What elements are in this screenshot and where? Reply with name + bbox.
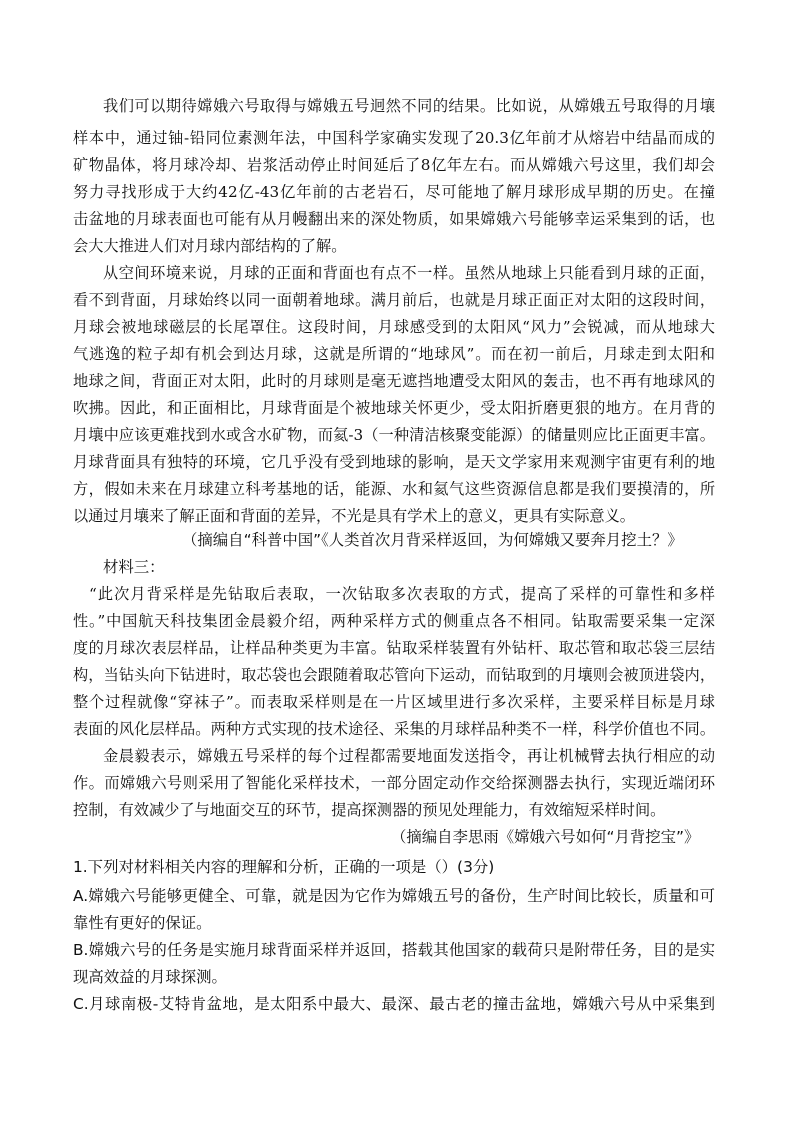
paragraph-3-line-1: “此次月背采样是先钻取后表取，一次钻取多次表取的方式，提高了采样的可靠性和多样 <box>89 585 715 603</box>
paragraph-2-line-7: 月壤中应该更难找到水或含水矿物，而氦-3（一种清洁核聚变能源）的储量则应比正面更丰富。 <box>73 426 715 444</box>
paragraph-2-line-6: 吹拂。因此，和正面相比，月球背面是个被地球关怀更少，受太阳折磨更狠的地方。在月背的 <box>73 399 715 417</box>
paragraph-2-line-2: 看不到背面，月球始终以同一面朝着地球。满月前后，也就是月球正面正对太阳的这段时间， <box>73 291 715 309</box>
option-b-line-1: B.嫦娥六号的任务是实施月球背面采样并返回，搭载其他国家的载荷只是附带任务，目的是实 <box>73 941 715 959</box>
paragraph-4-line-2: 作。而嫦娥六号则采用了智能化采样技术，一部分固定动作交给探测器去执行，实现近端闭环 <box>73 774 715 792</box>
paragraph-3-line-2: 性。”中国航天科技集团金晨毅介绍，两种采样方式的侧重点各不相同。钻取需要采集一定深 <box>73 612 715 630</box>
option-b-line-2: 现高效益的月球探测。 <box>73 968 227 986</box>
paragraph-2-line-4: 气逃逸的粒子却有机会到达月球，这就是所谓的“地球风”。而在初一前后，月球走到太阳和 <box>73 345 715 363</box>
paragraph-1-line-2: 样本中，通过铀-铅同位素测年法，中国科学家确实发现了20.3亿年前才从熔岩中结晶而成的 <box>73 129 715 147</box>
paragraph-4-line-3: 控制，有效减少了与地面交互的环节，提高探测器的预见处理能力，有效缩短采样时间。 <box>73 801 666 819</box>
paragraph-2-line-3: 月球会被地球磁层的长尾罩住。这段时间，月球感受到的太阳风“风力”会锐减，而从地球大 <box>73 318 715 336</box>
paragraph-3-line-3: 度的月球次表层样品，让样品种类更为丰富。钻取采样装置有外钻杆、取芯管和取芯袋三层结 <box>73 639 715 657</box>
paragraph-1-line-3: 矿物晶体，将月球冷却、岩浆活动停止时间延后了8亿年左右。而从嫦娥六号这里，我们却会 <box>73 156 715 174</box>
paragraph-2-line-8: 月球背面具有独特的环境，它几乎没有受到地球的影响，是天文学家用来观测宇宙更有利的地 <box>73 453 715 471</box>
option-a-line-1: A.嫦娥六号能够更健全、可靠，就是因为它作为嫦娥五号的备份，生产时间比较长，质量和可 <box>73 887 715 905</box>
paragraph-2-line-1: 从空间环境来说，月球的正面和背面也有点不一样。虽然从地球上只能看到月球的正面， <box>103 264 715 282</box>
paragraph-1-line-4: 努力寻找形成于大约42亿-43亿年前的古老岩石，尽可能地了解月球形成早期的历史。在撞 <box>73 183 715 201</box>
paragraph-1-line-5: 击盆地的月球表面也可能有从月幔翻出来的深处物质，如果嫦娥六号能够幸运采集到的话，也 <box>73 210 715 228</box>
paragraph-1-line-1: 我们可以期待嫦娥六号取得与嫦娥五号迥然不同的结果。比如说，从嫦娥五号取得的月壤 <box>103 97 715 115</box>
paragraph-4-line-1: 金晨毅表示，嫦娥五号采样的每个过程都需要地面发送指令，再让机械臂去执行相应的动 <box>103 747 715 765</box>
option-c-line-1: C.月球南极-艾特肯盆地，是太阳系中最大、最深、最古老的撞击盆地，嫦娥六号从中采集到 <box>73 995 715 1013</box>
paragraph-2-line-5: 地球之间，背面正对太阳，此时的月球则是毫无遮挡地遭受太阳风的轰击，也不再有地球风的 <box>73 372 715 390</box>
paragraph-3-line-5: 整个过程就像“穿袜子”。而表取采样则是在一片区域里进行多次采样，主要采样目标是月球 <box>73 693 715 711</box>
paragraph-3-line-4: 构，当钻头向下钻进时，取芯袋也会跟随着取芯管向下运动，而钻取到的月壤则会被顶进袋内， <box>73 666 715 684</box>
option-a-line-2: 靠性有更好的保证。 <box>73 914 212 932</box>
material-3-heading: 材料三： <box>103 558 165 576</box>
paragraph-1-line-6: 会大大推进人们对月球内部结构的了解。 <box>73 237 347 255</box>
paragraph-3-line-6: 表面的风化层样品。两种方式实现的技术途径、采集的月球样品种类不一样，科学价值也不同。 <box>73 720 715 738</box>
question-1-stem: 1.下列对材料相关内容的理解和分析，正确的一项是（）(3分) <box>73 858 495 876</box>
paragraph-2-line-9: 方，假如未来在月球建立科考基地的话，能源、水和氦气这些资源信息都是我们要摸清的，所 <box>73 480 715 498</box>
source-citation-2: （摘编自李思雨《嫦娥六号如何“月背挖宝”》 <box>391 828 700 846</box>
paragraph-2-line-10: 以通过月壤来了解正面和背面的差异，不光是具有学术上的意义，更具有实际意义。 <box>73 507 635 525</box>
source-citation-1: （摘编自“科普中国”《人类首次月背采样返回，为何嫦娥又要奔月挖土？》 <box>182 531 683 549</box>
